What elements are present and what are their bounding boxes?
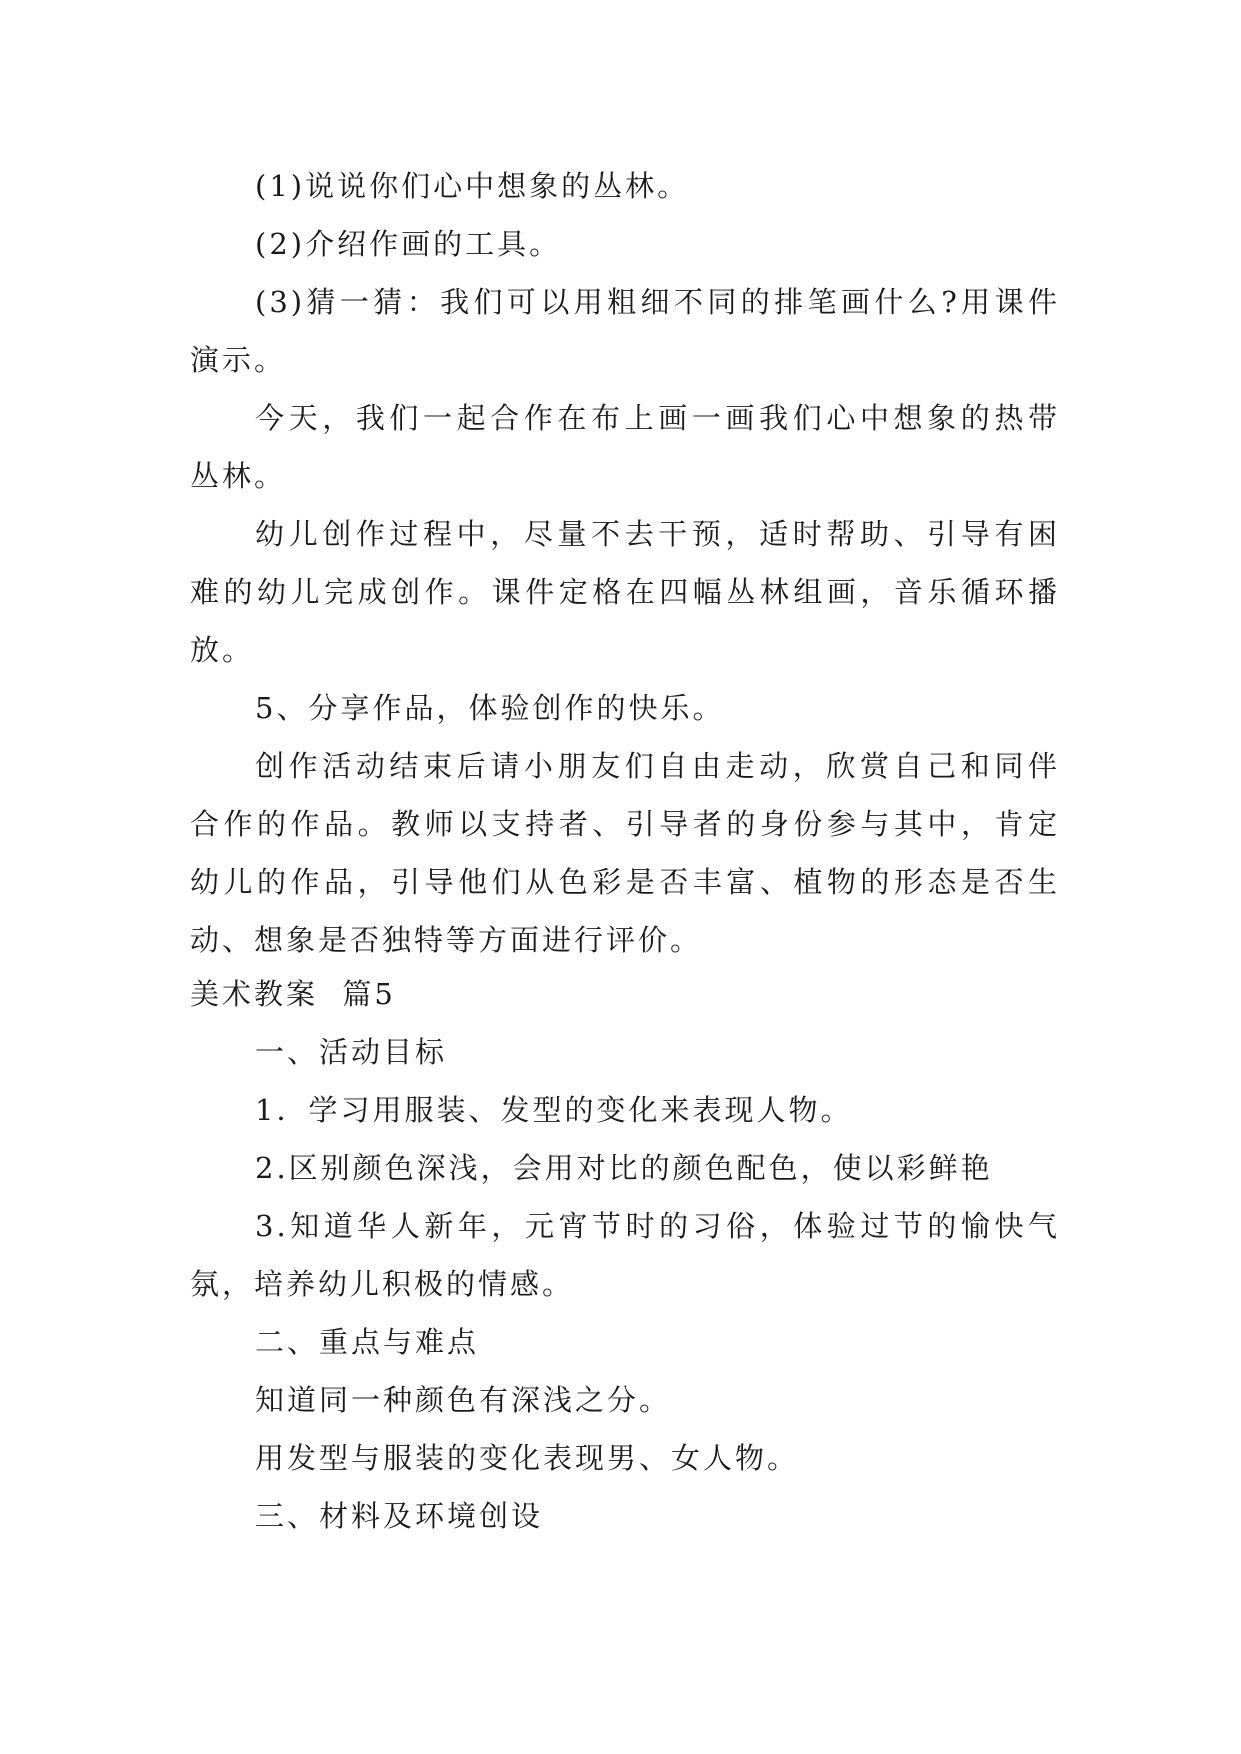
text-line: 用发型与服装的变化表现男、女人物。 — [255, 1441, 800, 1475]
list-item: 3.知道华人新年，元宵节时的习俗，体验过节的愉快气 — [255, 1209, 1060, 1243]
text-line: 放。 — [190, 633, 255, 667]
text-line: 幼儿的作品，引导他们从色彩是否丰富、植物的形态是否生 — [190, 865, 1060, 899]
section-heading: 三、材料及环境创设 — [255, 1499, 544, 1533]
text-line: 创作活动结束后请小朋友们自由走动，欣赏自己和同伴 — [255, 749, 1060, 783]
section-heading: 一、活动目标 — [255, 1035, 448, 1069]
text-line: (3)猜一猜：我们可以用粗细不同的排笔画什么?用课件 — [255, 285, 1060, 319]
list-item: 1．学习用服装、发型的变化来表现人物。 — [255, 1093, 853, 1127]
text-line: 动、想象是否独特等方面进行评价。 — [190, 923, 703, 957]
section-heading: 5、分享作品，体验创作的快乐。 — [255, 691, 725, 725]
text-line: 演示。 — [190, 343, 287, 377]
text-line: 今天，我们一起合作在布上画一画我们心中想象的热带 — [255, 401, 1060, 435]
text-line: (1)说说你们心中想象的丛林。 — [255, 169, 690, 203]
text-line: 合作的作品。教师以支持者、引导者的身份参与其中，肯定 — [190, 807, 1060, 841]
text-line: 难的幼儿完成创作。课件定格在四幅丛林组画，音乐循环播 — [190, 575, 1060, 609]
text-line: 幼儿创作过程中，尽量不去干预，适时帮助、引导有困 — [255, 517, 1060, 551]
text-line: 氛，培养幼儿积极的情感。 — [190, 1267, 575, 1301]
article-title: 美术教案 篇5 — [190, 977, 396, 1011]
text-line: 丛林。 — [190, 459, 287, 493]
list-item: 2.区别颜色深浅，会用对比的颜色配色，使以彩鲜艳 — [255, 1151, 993, 1185]
text-line: 知道同一种颜色有深浅之分。 — [255, 1383, 672, 1417]
text-line: (2)介绍作画的工具。 — [255, 227, 562, 261]
section-heading: 二、重点与难点 — [255, 1325, 480, 1359]
